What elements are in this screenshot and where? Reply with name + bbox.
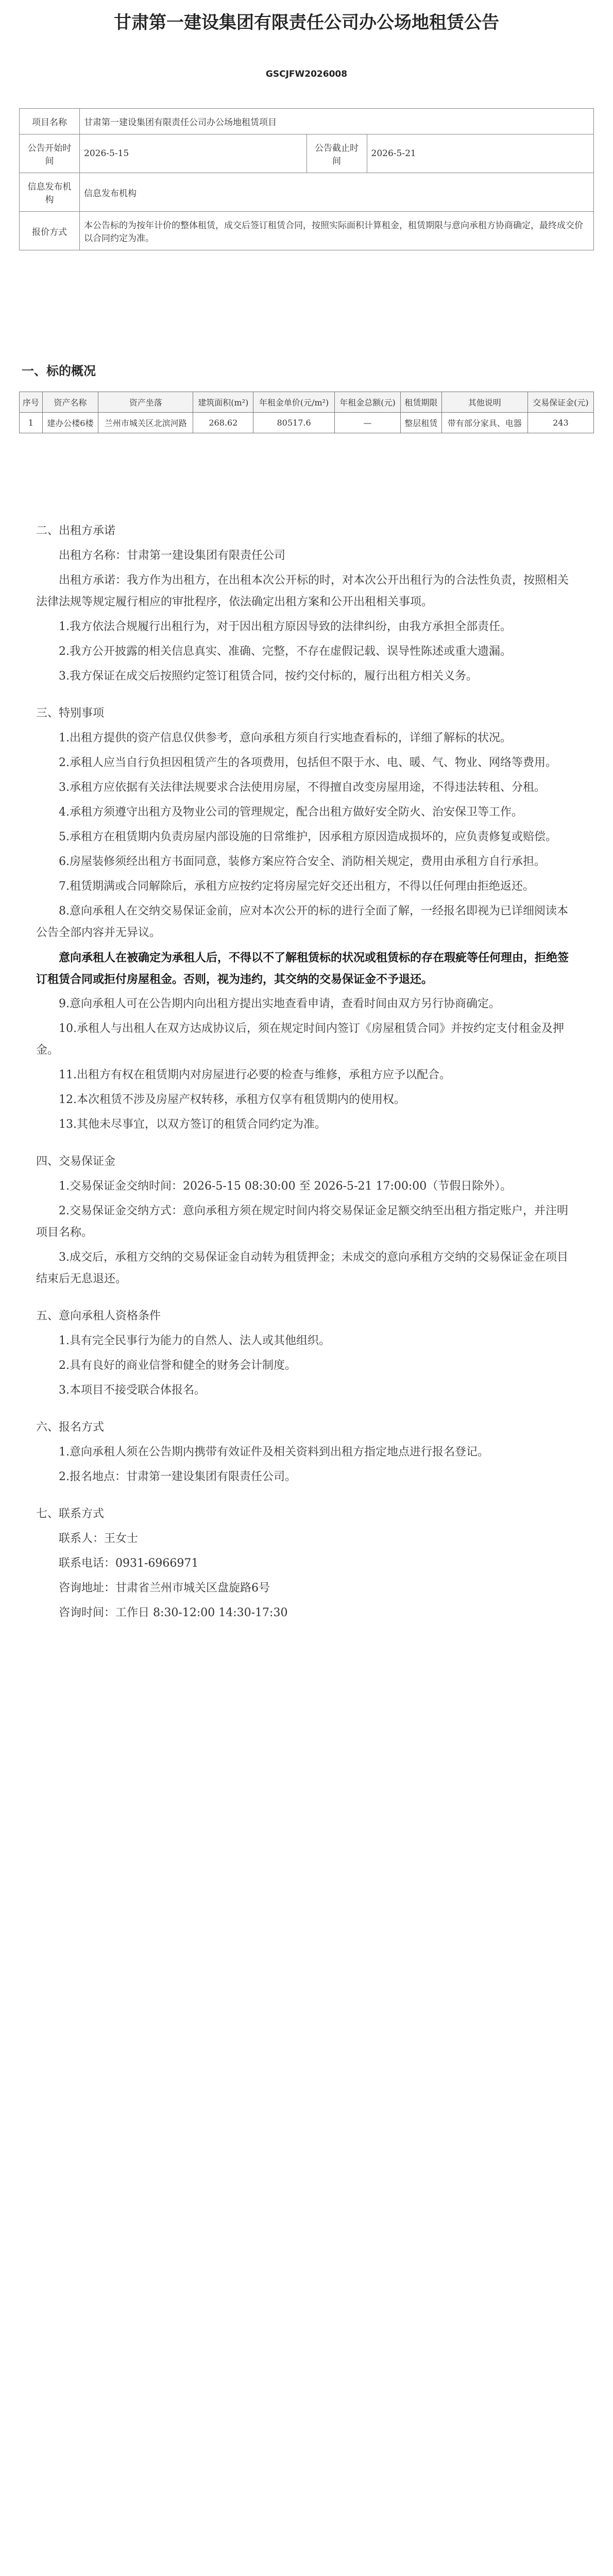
paragraph: 12.本次租赁不涉及房屋产权转移，承租方仅享有租赁期内的使用权。 [59,1093,405,1106]
paragraph: 1.出租方提供的资产信息仅供参考，意向承租方须自行实地查看标的，详细了解标的状况。 [59,732,512,744]
info-key: 报价方式 [20,212,80,250]
info-value: 本公告标的为按年计价的整体租赁，成交后签订租赁合同，按照实际面积计算租金，租赁期限与意向承租方协商确定，最终成交价以合同约定为准。 [80,212,594,250]
table-header-cell: 资产名称 [42,392,98,413]
paragraph: 10.承租人与出租人在双方达成协议后，须在规定时间内签订《房屋租赁合同》并按约定支付租金及押金。 [36,1022,564,1057]
section-heading: 五、意向承租人资格条件 [36,1310,161,1323]
paragraph: 1.我方依法合规履行出租行为，对于因出租方原因导致的法律纠纷，由我方承担全部责任。 [59,620,512,633]
paragraph: 联系电话：0931-6966971 [59,1557,199,1570]
table-header-cell: 交易保证金(元) [527,392,593,413]
table-header-cell: 年租金单价(元/m²) [253,392,335,413]
paragraph: 4.承租方须遵守出租方及物业公司的管理规定，配合出租方做好安全防火、治安保卫等工作。 [59,806,523,819]
table-cell: 整层租赁 [401,413,442,433]
asset-table [19,392,594,433]
paragraph: 3.成交后，承租方交纳的交易保证金自动转为租赁押金；未成交的意向承租方交纳的交易保证金在项目结束后无息退还。 [36,1251,568,1285]
table-header-cell: 年租金总额(元) [334,392,400,413]
paragraph: 1.具有完全民事行为能力的自然人、法人或其他组织。 [59,1334,330,1347]
paragraph: 13.其他未尽事宜，以双方签订的租赁合同约定为准。 [59,1118,326,1131]
table-cell: 建办公楼6楼 [42,413,98,433]
table-header-cell: 建筑面积(m²) [193,392,253,413]
section-heading: 六、报名方式 [36,1421,105,1434]
project-code: GSCJFW2026008 [265,69,348,79]
paragraph: 9.意向承租人可在公告期内向出租方提出实地查看申请，查看时间由双方另行协商确定。 [59,997,500,1010]
paragraph: 7.租赁期满或合同解除后，承租方应按约定将房屋完好交还出租方，不得以任何理由拒绝返还。 [59,880,534,893]
paragraph: 1.交易保证金交纳时间：2026-5-15 08:30:00 至 2026-5-21 17:00:00（节假日除外）。 [59,1180,512,1193]
table-header-cell: 租赁期限 [401,392,442,413]
section-heading: 四、交易保证金 [36,1155,116,1168]
paragraph: 11.出租方有权在租赁期内对房屋进行必要的检查与维修，承租方应予以配合。 [59,1069,451,1081]
info-key: 项目名称 [20,109,80,134]
table-cell: 1 [20,413,43,433]
section-heading: 三、特别事项 [36,707,105,720]
section-heading: 一、标的概况 [22,364,96,378]
table-row [20,413,594,433]
paragraph: 咨询地址：甘肃省兰州市城关区盘旋路6号 [59,1582,270,1595]
paragraph: 出租方承诺：我方作为出租方，在出租本次公开标的时，对本次公开出租行为的合法性负责，按照相关法律法规等规定履行相应的审批程序，依法确定出租方案和公开出租相关事项。 [36,574,569,608]
table-cell: 兰州市城关区北滨河路 [98,413,193,433]
page-title: 甘肃第一建设集团有限责任公司办公场地租赁公告 [114,12,499,33]
table-cell: 80517.6 [253,413,335,433]
info-value: 信息发布机构 [80,173,594,212]
paragraph: 意向承租人在被确定为承租人后，不得以不了解租赁标的状况或租赁标的存在瑕疵等任何理由，拒绝签订租赁合同或拒付房屋租金。否则，视为违约，其交纳的交易保证金不予退还。 [36,951,569,986]
table-cell: — [334,413,400,433]
paragraph: 3.我方保证在成交后按照约定签订租赁合同，按约交付标的，履行出租方相关义务。 [59,670,478,683]
paragraph: 3.本项目不接受联合体报名。 [59,1384,206,1397]
table-header-cell: 其他说明 [441,392,527,413]
paragraph: 联系人：王女士 [59,1532,139,1545]
table-header-cell: 序号 [20,392,43,413]
table-cell: 268.62 [193,413,253,433]
info-key: 信息发布机构 [20,173,80,212]
paragraph: 2.具有良好的商业信誉和健全的财务会计制度。 [59,1359,296,1372]
table-cell: 带有部分家具、电器 [441,413,527,433]
paragraph: 出租方名称：甘肃第一建设集团有限责任公司 [59,549,286,562]
info-table [19,108,594,250]
paragraph: 1.意向承租人须在公告期内携带有效证件及相关资料到出租方指定地点进行报名登记。 [59,1446,489,1459]
paragraph: 8.意向承租人在交纳交易保证金前，应对本次公开的标的进行全面了解，一经报名即视为已详细阅读本公告全部内容并无异议。 [36,905,568,939]
paragraph: 3.承租方应依据有关法律法规要求合法使用房屋，不得擅自改变房屋用途，不得违法转租、分租。 [59,781,546,794]
paragraph: 5.承租方在租赁期内负责房屋内部设施的日常维护，因承租方原因造成损坏的，应负责修复或赔偿。 [59,831,557,843]
section-heading: 二、出租方承诺 [36,524,116,537]
paragraph: 2.我方公开披露的相关信息真实、准确、完整，不存在虚假记载、误导性陈述或重大遗漏。 [59,645,512,658]
paragraph: 6.房屋装修须经出租方书面同意，装修方案应符合安全、消防相关规定，费用由承租方自行承担。 [59,855,546,868]
table-cell: 243 [527,413,593,433]
paragraph: 2.交易保证金交纳方式：意向承租方须在规定时间内将交易保证金足额交纳至出租方指定账户，并注明项目名称。 [36,1205,568,1239]
paragraph: 2.承租人应当自行负担因租赁产生的各项费用，包括但不限于水、电、暖、气、物业、网络等费用。 [59,756,557,769]
info-key: 公告开始时间 [20,134,80,173]
announcement-body [36,505,577,1627]
info-value: 2026-5-15 [80,134,307,173]
paragraph: 咨询时间：工作日 8:30-12:00 14:30-17:30 [59,1606,288,1619]
info-key: 公告截止时间 [306,134,367,173]
info-value: 甘肃第一建设集团有限责任公司办公场地租赁项目 [80,109,594,134]
paragraph: 2.报名地点：甘肃第一建设集团有限责任公司。 [59,1470,296,1483]
info-value: 2026-5-21 [367,134,594,173]
table-header-cell: 资产坐落 [98,392,193,413]
section-heading: 七、联系方式 [36,1507,105,1520]
